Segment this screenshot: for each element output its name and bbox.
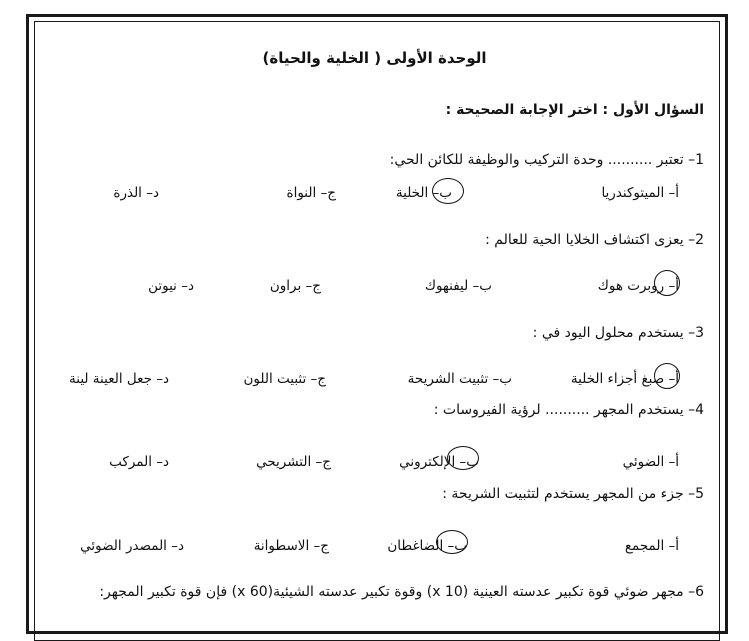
q1-option-a: أ– الميتوكندريا [601,185,679,201]
q4-option-c: ج– التشريحي [256,454,331,470]
q2-option-a: أ– روبرت هوك [597,278,679,294]
q5-option-d: د– المصدر الضوئي [80,538,184,554]
q5-option-c: ج– الاسطوانة [253,538,329,554]
q4-answer-circle [447,446,479,470]
q3-option-b: ب– تثبيت الشريحة [407,371,512,387]
question-1: 1– تعتبر .......... وحدة التركيب والوظيفة للكائن الحي: [389,152,704,168]
question-4: 4– يستخدم المجهر .......... لرؤية الفيروسات : [433,402,704,418]
q3-option-a: أ– صبغ أجزاء الخلية [570,371,679,387]
question-5: 5– جزء من المجهر يستخدم لتثبيت الشريحة : [442,486,704,502]
q4-option-b: ب– الإلكتروني [399,454,479,470]
q5-option-b: ب– الضاغطان [387,538,467,554]
q1-option-c: ج– النواة [286,185,336,201]
q4-option-a: أ– الضوئي [622,454,679,470]
q2-option-d: د– نيوتن [148,278,194,294]
q2-option-b: ب– ليفنهوك [424,278,492,294]
question-6: 6– مجهر ضوئي قوة تكبير عدسته العينية (x 10) وقوة تكبير عدسته الشيئية(x 60) فإن قوة تكبير المجهر: [99,584,704,600]
question-2: 2– يعزى اكتشاف الخلايا الحية للعالم : [485,232,704,248]
q1-option-d: د– الذرة [113,185,159,201]
q4-option-d: د– المركب [109,454,169,470]
unit-title: الوحدة الأولى ( الخلية والحياة) [262,49,487,67]
q2-answer-circle [654,270,680,296]
q3-answer-circle [654,363,680,389]
question-3: 3– يستخدم محلول اليود في : [532,325,704,341]
q5-option-a: أ– المجمع [624,538,679,554]
q3-option-d: د– جعل العينة لينة [69,371,169,387]
section-heading: السؤال الأول : اختر الإجابة الصحيحة : [445,102,704,118]
q1-option-b: ب– الخلية [395,185,452,201]
q3-option-c: ج– تثبيت اللون [243,371,326,387]
q5-answer-circle [436,530,468,554]
q1-answer-circle [432,178,464,204]
q2-option-c: ج– براون [269,278,321,294]
